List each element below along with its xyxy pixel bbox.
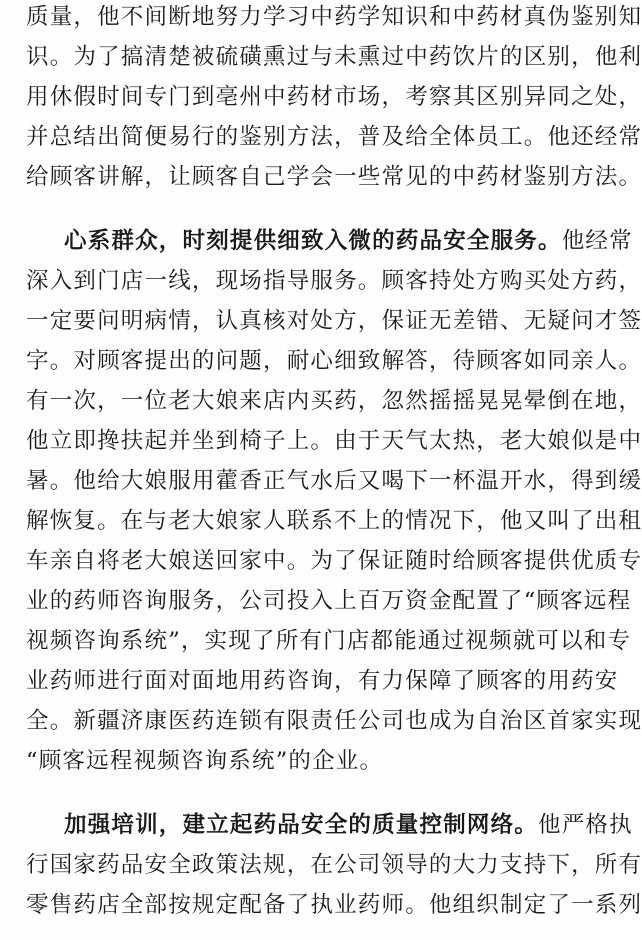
text-line: 零售药店全部按规定配备了执业药师。他组织制定了一系列: [26, 892, 642, 918]
paragraph-text: 他经常: [561, 228, 633, 254]
paragraph-heading: 心系群众，时刻提供细致入微的药品安全服务。: [64, 228, 562, 254]
text-line: 一定要问明病情，认真核对处方，保证无差错、无疑问才签: [26, 308, 642, 334]
text-line: 全。新疆济康医药连锁有限责任公司也成为自治区首家实现: [26, 708, 642, 734]
text-line: 业药师进行面对面地用药咨询，有力保障了顾客的用药安: [26, 668, 619, 694]
paragraph-heading-line: [64, 810, 633, 840]
text-line: “顾客远程视频咨询系统”的企业。: [26, 748, 384, 774]
text-line: 识。为了搞清楚被硫磺熏过与未熏过中药饮片的区别，他利: [26, 44, 642, 70]
text-line: 视频咨询系统”，实现了所有门店都能通过视频就可以和专: [26, 628, 632, 654]
text-line: 字。对顾客提出的问题，耐心细致解答，待顾客如同亲人。: [26, 348, 642, 374]
text-line: 深入到门店一线，现场指导服务。顾客持处方购买处方药，: [26, 268, 642, 294]
text-line: 有一次，一位老大娘来店内买药，忽然摇摇晃晃晕倒在地，: [26, 388, 642, 414]
text-line: 解恢复。在与老大娘家人联系不上的情况下，他又叫了出租: [26, 508, 642, 534]
paragraph-text: 他严格执: [538, 812, 633, 838]
text-line: 暑。他给大娘服用藿香正气水后又喝下一杯温开水，得到缓: [26, 468, 642, 494]
text-line: 并总结出简便易行的鉴别方法，普及给全体员工。他还经常: [26, 124, 642, 150]
text-line: 业的药师咨询服务，公司投入上百万资金配置了“顾客远程: [26, 588, 632, 614]
text-line: 给顾客讲解，让顾客自己学会一些常见的中药材鉴别方法。: [26, 164, 642, 190]
text-line: 质量，他不间断地努力学习中药学知识和中药材真伪鉴别知: [26, 4, 642, 30]
text-line: 行国家药品安全政策法规，在公司领导的大力支持下，所有: [26, 852, 642, 878]
paragraph-heading: 加强培训，建立起药品安全的质量控制网络。: [64, 812, 539, 838]
text-line: 用休假时间专门到亳州中药材市场，考察其区别异同之处，: [26, 84, 642, 110]
text-line: 车亲自将老大娘送回家中。为了保证随时给顾客提供优质专: [26, 548, 642, 574]
paragraph-heading-line: [64, 226, 633, 256]
text-line: 他立即搀扶起并坐到椅子上。由于天气太热，老大娘似是中: [26, 428, 642, 454]
